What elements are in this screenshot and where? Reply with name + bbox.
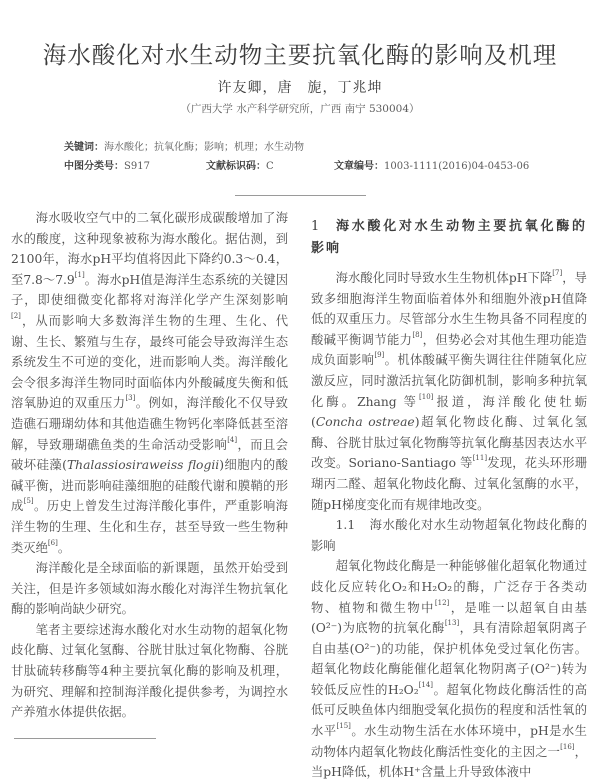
- citation: [15]: [336, 722, 351, 731]
- article-no: 1003-1111(2016)04-0453-06: [384, 161, 530, 172]
- intro-paragraph-3: 笔者主要综述海水酸化对水生动物的超氧化物歧化酶、过氧化氢酶、谷胱甘肽过氧化物酶、谷胱甘肽硫转移酶等4种主要抗氧化酶的影响及机理，为研究、理解和控制海洋酸化提供参考，为调控水产养殖水体提供依据。: [11, 622, 288, 720]
- classification-line: [64, 157, 530, 172]
- footnote-rule: [14, 738, 156, 739]
- article-no-label: 文章编号：: [334, 161, 384, 172]
- affiliation: （广西大学 水产科学研究所，广西 南宁 530004）: [180, 103, 420, 115]
- section-heading-1: [311, 216, 587, 260]
- species-name: Thalassiosiraweiss flogii: [66, 458, 220, 473]
- citation: [6]: [47, 538, 58, 547]
- classification-code: S917: [124, 161, 150, 172]
- citation: [8]: [412, 330, 423, 339]
- citation: [12]: [434, 598, 450, 607]
- subsection-number: 1.1: [335, 518, 356, 533]
- doc-code-group: [206, 157, 274, 172]
- keywords: 海水酸化；抗氧化酶；影响；机理；水生动物: [104, 142, 304, 153]
- subsection1-1-paragraph: 超氧化物歧化酶是一种能够催化超氧化物通过歧化反应转化O₂和H₂O₂的酶，广泛存于各类动物、植物和微生物中[12]，是唯一以超氧自由基(O²⁻)为底物的抗氧化酶[13]，具有清除超氧阴离子自由基(O²⁻)的功能，保护机体免受过氧化伤害。超氧化物歧化酶能催化超氧化物阴离子(O²⁻)转为较低反应性的H₂O₂[14]。超氧化物歧化酶活性的高低可反映鱼体内细胞受氧化损伤的程度和活性氧的水平[15]。水生动物生活在水体环境中，pH是水生动物体内超氧化物歧化酶活性变化的主因之一[16]，当pH降低，机体H⁺含量上升导致体液中: [311, 559, 587, 780]
- citation: [9]: [374, 351, 385, 360]
- citation: [14]: [418, 680, 434, 689]
- classification-label: 中图分类号：: [64, 161, 124, 172]
- citation: [5]: [23, 497, 34, 506]
- citation: [10]: [419, 392, 434, 401]
- authors: 许友卿，唐 旎，丁兆坤: [217, 80, 383, 96]
- species-name: Concha ostreae: [315, 415, 415, 430]
- subsection-heading-1-1: [311, 515, 587, 556]
- citation: [16]: [560, 742, 575, 751]
- keywords-line: [64, 138, 304, 153]
- paper-title: 海水酸化对水生动物主要抗氧化酶的影响及机理: [42, 40, 558, 69]
- section1-paragraph-1: 海水酸化同时导致水生生物机体pH下降[7]，导致多细胞海洋生物面临着体外和细胞外液pH值降低的双重压力。尽管部分水生生物具备不同程度的酸碱平衡调节能力[8]，但势必会对其他生理功能造成负面影响[9]。机体酸碱平衡失调往往伴随氧化应激反应，同时激活抗氧化防御机制，影响多种抗氧化酶。Zhang 等[10]报道，海洋酸化使牡蛎(Concha ostreae)超氧化物歧化酶、过氧化氢酶、谷胱甘肽过氧化物酶等抗氧化酶基因表达水平改变。Soriano-Santiago 等[11]发现，花头环形珊瑚丙二醛、超氧化物歧化酶、过氧化氢酶的水平，随pH梯度变化而有规律地改变。: [311, 269, 587, 512]
- citation: [4]: [227, 435, 238, 444]
- citation: [3]: [125, 394, 136, 403]
- doc-code: C: [266, 161, 274, 172]
- keywords-label: 关键词：: [64, 142, 104, 153]
- doc-code-label: 文献标识码：: [206, 161, 266, 172]
- article-no-group: [334, 157, 529, 172]
- header-divider: [235, 195, 366, 196]
- section-number: 1: [311, 219, 322, 234]
- right-column: [311, 208, 587, 783]
- citation: [7]: [552, 269, 563, 277]
- classification-group: [64, 161, 150, 172]
- intro-paragraph-2: 海洋酸化是全球面临的新课题，虽然开始受到关注，但是许多领域如海水酸化对海洋生物抗氧化酶的影响尚缺少研究。: [11, 561, 288, 617]
- citation: [1]: [74, 270, 85, 279]
- section-title: 海水酸化对水生动物主要抗氧化酶的影响: [311, 219, 587, 256]
- left-column: [11, 208, 288, 723]
- subsection-title: 海水酸化对水生动物超氧化物歧化酶的影响: [311, 518, 587, 553]
- intro-paragraph-1: 海水吸收空气中的二氧化碳形成碳酸增加了海水的酸度，这种现象被称为海水酸化。据估测，到2100年，海水pH平均值将因此下降约0.3～0.4，至7.8～7.9[1]。海水pH值是海洋生态系统的关键因子，即使细微变化都将对海洋化学产生深刻影响[2]，从而影响大多数海洋生物的生理、生化、代谢、生长、繁殖与生存，最终可能会导致海洋生态系统发生不可逆的变化，进而影响人类。海洋酸化会令很多海洋生物同时面临体内外酸碱度失衡和低溶氧胁迫的双重压力[3]。例如，海洋酸化不仅导致造礁石珊瑚幼体和其他造礁生物钙化率降低甚至溶解，导致珊瑚礁鱼类的生命活动受影响[4]，而且会破坏硅藻(Thalassiosiraweiss flogii)细胞内的酸碱平衡，进而影响硅藻细胞的硅酸代谢和膜鞘的形成[5]。历史上曾发生过海洋酸化事件，严重影响海洋生物的生理、生化和生存，甚至导致一些生物种类灭绝[6]。: [11, 211, 288, 555]
- citation: [11]: [472, 454, 488, 463]
- citation: [13]: [444, 619, 460, 628]
- citation: [2]: [11, 311, 21, 320]
